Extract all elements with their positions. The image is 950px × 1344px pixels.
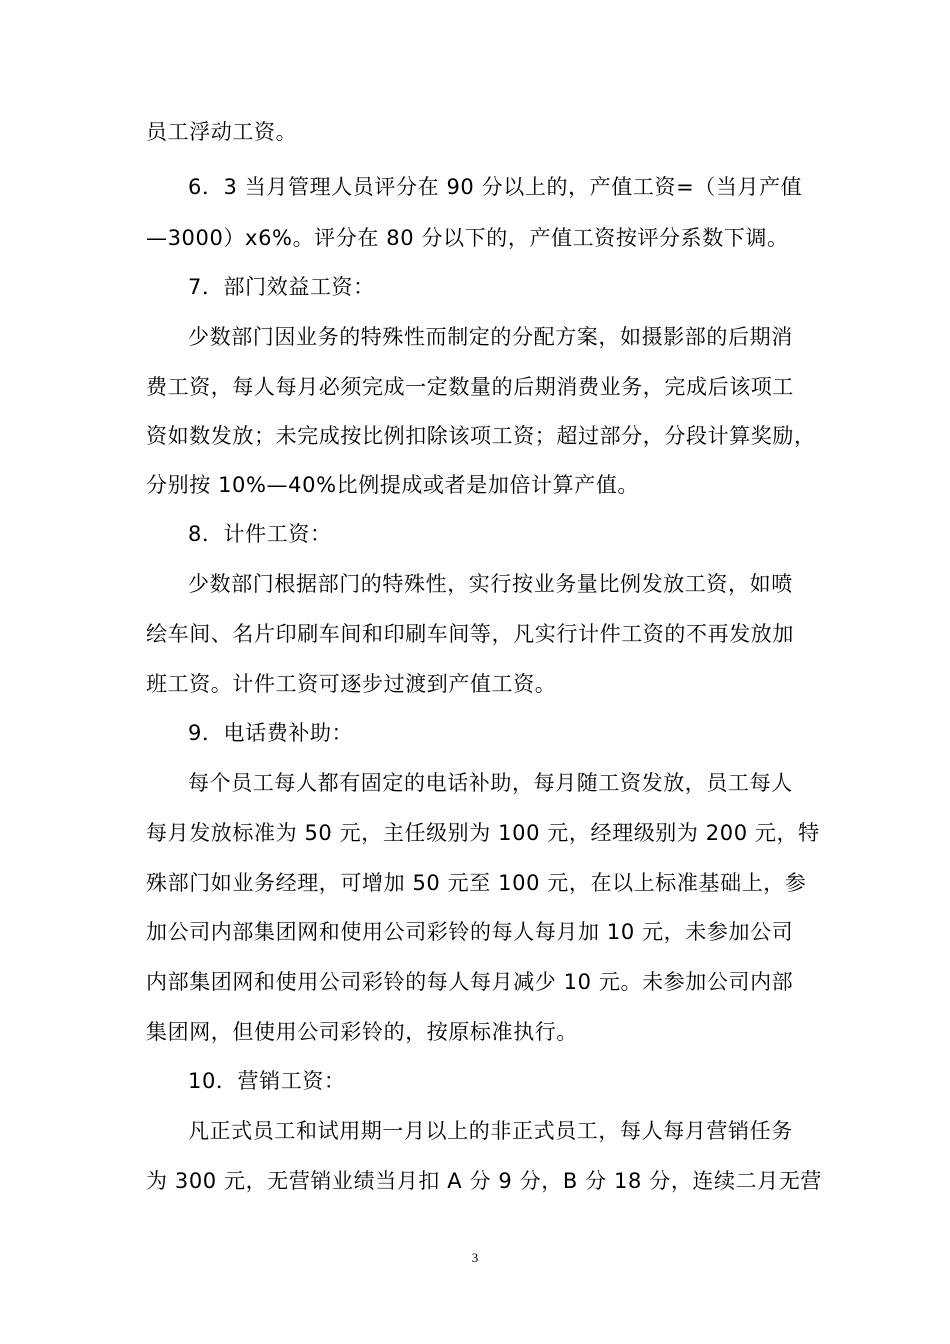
paragraph-line: 分别按 10%—40%比例提成或者是加倍计算产值。 bbox=[146, 473, 640, 497]
paragraph-line: 集团网，但使用公司彩铃的，按原标准执行。 bbox=[146, 1020, 578, 1044]
paragraph-line: 每月发放标准为 50 元，主任级别为 100 元，经理级别为 200 元，特 bbox=[146, 821, 820, 845]
section-heading: 7．部门效益工资： bbox=[188, 275, 375, 299]
paragraph-line: 少数部门因业务的特殊性而制定的分配方案，如摄影部的后期消 bbox=[188, 325, 793, 349]
paragraph-line: 资如数发放；未完成按比例扣除该项工资；超过部分，分段计算奖励， bbox=[146, 424, 816, 448]
section-heading: 9．电话费补助： bbox=[188, 721, 354, 745]
paragraph-line: 班工资。计件工资可逐步过渡到产值工资。 bbox=[146, 672, 557, 696]
paragraph-line: 殊部门如业务经理，可增加 50 元至 100 元，在以上标准基础上，参 bbox=[146, 871, 807, 895]
paragraph-line: 绘车间、名片印刷车间和印刷车间等，凡实行计件工资的不再发放加 bbox=[146, 622, 794, 646]
paragraph-line: 6．3 当月管理人员评分在 90 分以上的，产值工资=（当月产值 bbox=[188, 175, 803, 199]
paragraph-line: —3000）x6%。评分在 80 分以下的，产值工资按评分系数下调。 bbox=[146, 226, 789, 250]
paragraph-line: 加公司内部集团网和使用公司彩铃的每人每月加 10 元，未参加公司 bbox=[146, 920, 794, 944]
paragraph-line: 每个员工每人都有固定的电话补助，每月随工资发放，员工每人 bbox=[188, 771, 793, 795]
paragraph-line: 费工资，每人每月必须完成一定数量的后期消费业务，完成后该项工 bbox=[146, 375, 794, 399]
section-heading: 10．营销工资： bbox=[188, 1069, 346, 1093]
paragraph-line: 为 300 元，无营销业绩当月扣 A 分 9 分，B 分 18 分，连续二月无营 bbox=[146, 1169, 823, 1193]
page-number: 3 bbox=[471, 1250, 479, 1265]
paragraph-line: 内部集团网和使用公司彩铃的每人每月减少 10 元。未参加公司内部 bbox=[146, 970, 794, 994]
section-heading: 8．计件工资： bbox=[188, 522, 332, 546]
paragraph-line: 少数部门根据部门的特殊性，实行按业务量比例发放工资，如喷 bbox=[188, 572, 793, 596]
paragraph-line: 凡正式员工和试用期一月以上的非正式员工，每人每月营销任务 bbox=[188, 1119, 793, 1143]
paragraph-line: 员工浮动工资。 bbox=[146, 120, 298, 144]
